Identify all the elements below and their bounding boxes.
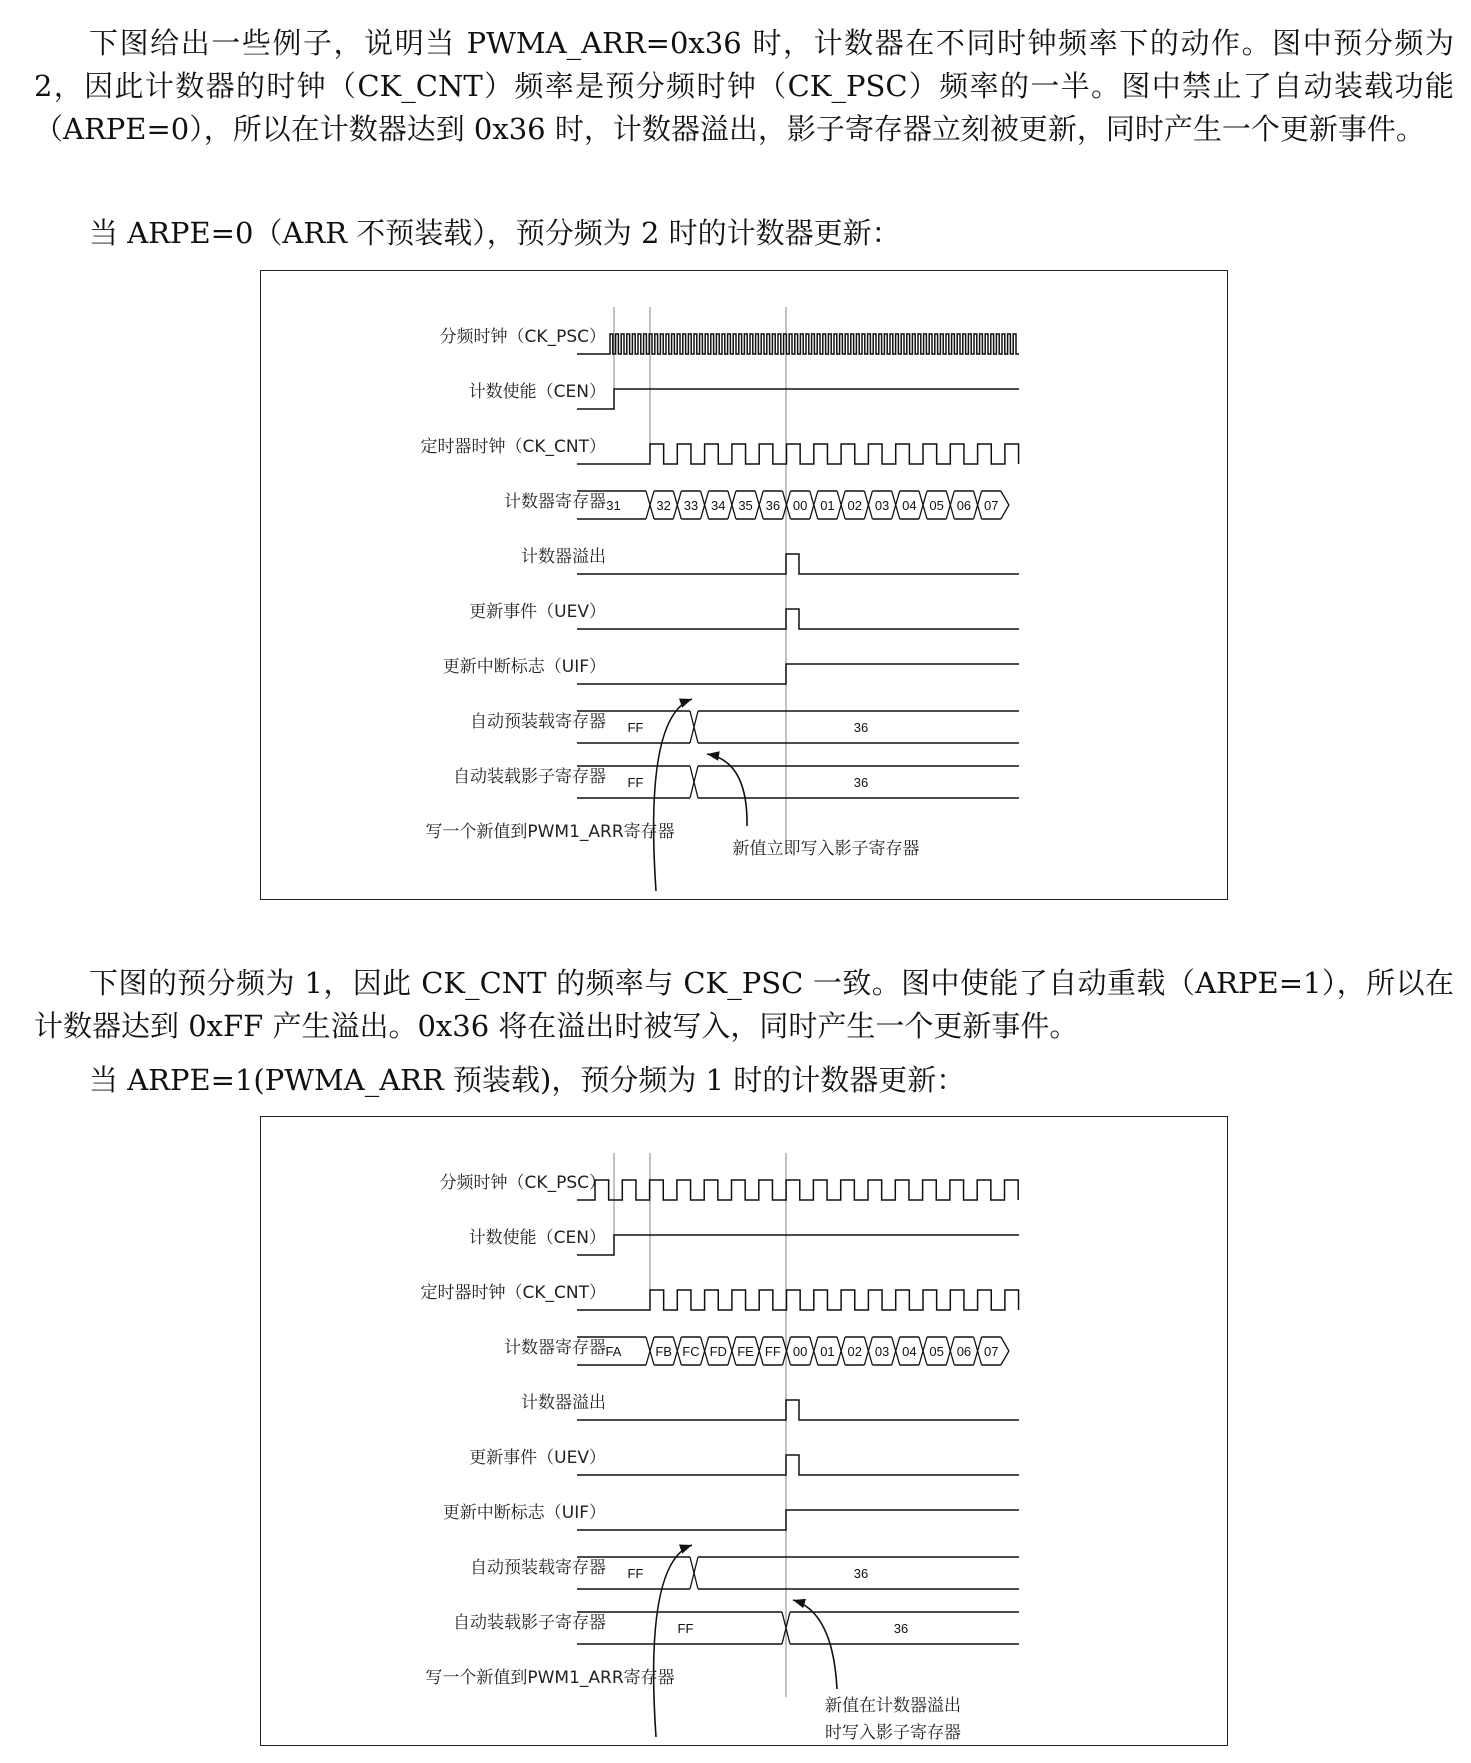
note-shadow-0: 新值立即写入影子寄存器	[732, 839, 920, 859]
signal-label-1: 计数使能（CEN）	[468, 1228, 606, 1248]
preload-value-before: FF	[627, 1566, 644, 1581]
arrow-shadow-head	[707, 751, 720, 761]
counter-value-12: 07	[984, 1344, 999, 1359]
preload-value-after: 36	[853, 720, 869, 735]
waveform-ck-psc	[577, 334, 1019, 354]
signal-label-7: 自动预装载寄存器	[470, 1558, 606, 1578]
waveform-uif	[577, 664, 1019, 684]
counter-value-11: 06	[956, 1344, 972, 1359]
waveform-ck-cnt	[577, 1290, 1019, 1310]
preload-value-after: 36	[853, 1566, 869, 1581]
counter-value-11: 06	[956, 498, 972, 513]
counter-value-8: 03	[874, 1344, 890, 1359]
waveform-ck-cnt	[577, 444, 1019, 464]
counter-value-1: 33	[683, 498, 699, 513]
waveform-cen	[577, 389, 1019, 409]
signal-label-5: 更新事件（UEV）	[469, 1448, 606, 1468]
signal-label-1: 计数使能（CEN）	[468, 382, 606, 402]
counter-value-6: 01	[820, 498, 835, 513]
counter-value-3: 35	[738, 498, 753, 513]
section1-caption: 当 ARPE=0（ARR 不预装载），预分频为 2 时的计数器更新：	[89, 216, 901, 250]
timing-diagram-2-svg	[261, 1117, 1227, 1745]
signal-label-0: 分频时钟（CK_PSC）	[439, 327, 606, 347]
counter-value-0: 32	[656, 498, 671, 513]
signal-label-2: 定时器时钟（CK_CNT）	[420, 437, 606, 457]
waveform-overflow	[577, 554, 1019, 574]
counter-value-5: 00	[792, 1344, 808, 1359]
waveform-uev	[577, 609, 1019, 629]
signal-label-6: 更新中断标志（UIF）	[442, 1503, 606, 1523]
counter-value-7: 02	[847, 1344, 862, 1359]
preload-value-before: FF	[627, 720, 644, 735]
counter-value-2: 34	[711, 498, 726, 513]
counter-value-8: 03	[874, 498, 890, 513]
signal-label-4: 计数器溢出	[521, 547, 606, 567]
arrow-shadow-head	[793, 1599, 806, 1608]
signal-label-8: 自动装载影子寄存器	[453, 767, 606, 787]
timing-diagram-1	[260, 270, 1228, 900]
counter-bus-end	[1001, 491, 1009, 519]
counter-value-12: 07	[984, 498, 999, 513]
signal-label-5: 更新事件（UEV）	[469, 602, 606, 622]
shadow-value-after: 36	[853, 775, 869, 790]
counter-value-4: FF	[764, 1344, 781, 1359]
signal-label-0: 分频时钟（CK_PSC）	[439, 1173, 606, 1193]
waveform-ck-psc	[577, 1180, 1018, 1200]
section2-caption: 当 ARPE=1(PWMA_ARR 预装载)，预分频为 1 时的计数器更新：	[89, 1063, 966, 1097]
counter-value-0: FB	[655, 1344, 672, 1359]
counter-value-9: 04	[902, 1344, 917, 1359]
counter-value-6: 01	[820, 1344, 835, 1359]
signal-label-2: 定时器时钟（CK_CNT）	[420, 1283, 606, 1303]
timing-diagram-2	[260, 1116, 1228, 1746]
counter-bus-end	[1001, 1337, 1009, 1365]
signal-label-3: 计数器寄存器	[504, 1338, 606, 1358]
note-shadow-1: 时写入影子寄存器	[825, 1723, 961, 1743]
counter-value-4: 36	[765, 498, 781, 513]
counter-value-first: FA	[605, 1344, 622, 1359]
counter-value-5: 00	[792, 498, 808, 513]
signal-label-7: 自动预装载寄存器	[470, 712, 606, 732]
counter-value-9: 04	[902, 498, 917, 513]
waveform-uif	[577, 1510, 1019, 1530]
waveform-uev	[577, 1455, 1019, 1475]
section1-intro: 下图给出一些例子，说明当 PWMA_ARR=0x36 时，计数器在不同时钟频率下的动作。图中预分频为 2，因此计数器的时钟（CK_CNT）频率是预分频时钟（CK_PSC）频率的一半。图中禁止了自动装载功能（ARPE=0），所以在计数器达到 0x36 时，计数器溢出，影子寄存器立刻被更新，同时产生一个更新事件。	[34, 26, 1454, 146]
counter-value-2: FD	[709, 1344, 727, 1359]
counter-value-first: 31	[606, 498, 621, 513]
counter-value-10: 05	[929, 1344, 944, 1359]
counter-value-7: 02	[847, 498, 862, 513]
signal-label-3: 计数器寄存器	[504, 492, 606, 512]
note-write: 写一个新值到PWM1_ARR寄存器	[425, 1668, 675, 1688]
arrow-shadow-line	[707, 754, 747, 826]
signal-label-6: 更新中断标志（UIF）	[442, 657, 606, 677]
counter-value-3: FE	[737, 1344, 754, 1359]
arrow-write-line	[654, 1545, 692, 1737]
note-write: 写一个新值到PWM1_ARR寄存器	[425, 822, 675, 842]
waveform-cen	[577, 1235, 1019, 1255]
counter-value-1: FC	[682, 1344, 700, 1359]
shadow-value-before: FF	[677, 1621, 694, 1636]
shadow-value-after: 36	[893, 1621, 909, 1636]
waveform-overflow	[577, 1400, 1019, 1420]
section2-intro: 下图的预分频为 1，因此 CK_CNT 的频率与 CK_PSC 一致。图中使能了自动重载（ARPE=1），所以在计数器达到 0xFF 产生溢出。0x36 将在溢出时被写入，同时产生一个更新事件。	[34, 966, 1454, 1043]
signal-label-8: 自动装载影子寄存器	[453, 1613, 606, 1633]
note-shadow-0: 新值在计数器溢出	[825, 1696, 961, 1716]
counter-value-10: 05	[929, 498, 944, 513]
signal-label-4: 计数器溢出	[521, 1393, 606, 1413]
shadow-value-before: FF	[627, 775, 644, 790]
timing-diagram-1-svg	[261, 271, 1227, 899]
arrow-write-line	[654, 699, 692, 891]
